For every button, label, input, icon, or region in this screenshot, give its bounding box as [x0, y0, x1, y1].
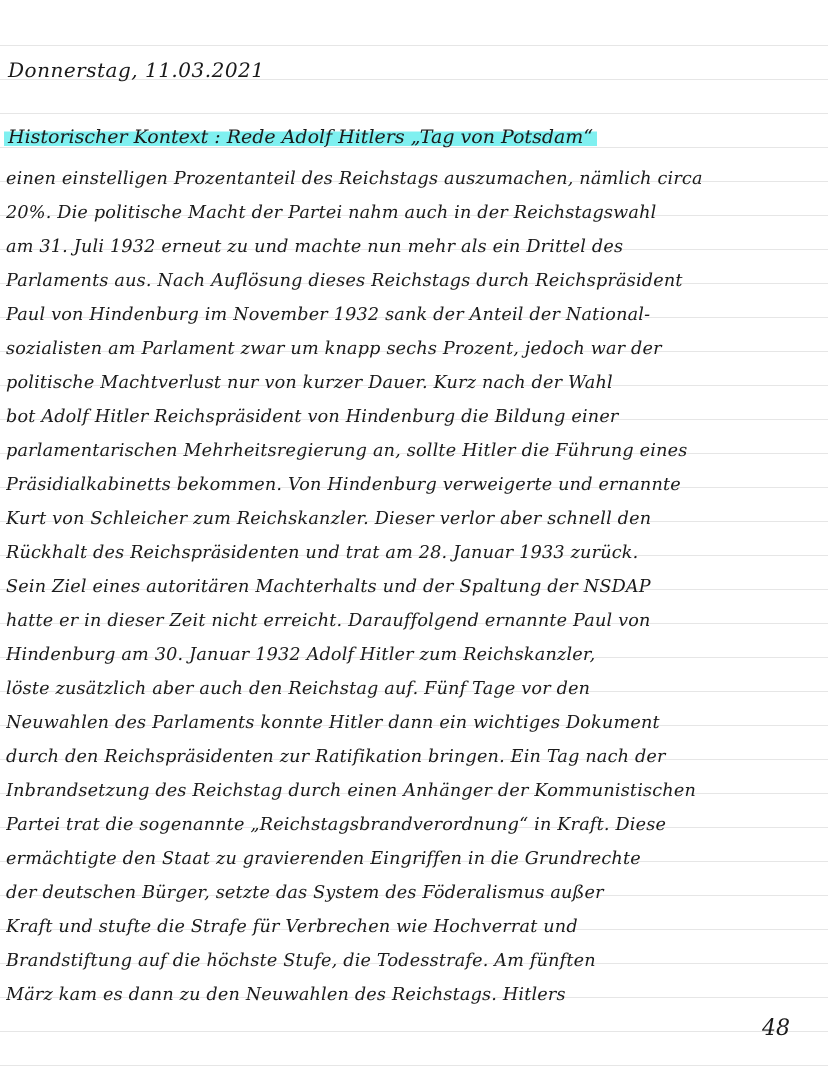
- text-line: Präsidialkabinetts bekommen. Von Hindenburg verweigerte und ernannte: [6, 475, 681, 495]
- text-line: Sein Ziel eines autoritären Machterhalts und der Spaltung der NSDAP: [6, 577, 651, 597]
- page-number: 48: [762, 1016, 790, 1041]
- text-line: ermächtigte den Staat zu gravierenden Eingriffen in die Grundrechte: [6, 849, 641, 869]
- text-line: Hindenburg am 30. Januar 1932 Adolf Hitler zum Reichskanzler,: [6, 645, 596, 665]
- text-line: sozialisten am Parlament zwar um knapp sechs Prozent, jedoch war der: [6, 339, 662, 359]
- date-line: Donnerstag, 11.03.2021: [8, 58, 265, 82]
- text-line: bot Adolf Hitler Reichspräsident von Hindenburg die Bildung einer: [6, 407, 619, 427]
- text-line: parlamentarischen Mehrheitsregierung an, sollte Hitler die Führung eines: [6, 441, 688, 461]
- text-line: Kurt von Schleicher zum Reichskanzler. Dieser verlor aber schnell den: [6, 509, 652, 529]
- text-line: durch den Reichspräsidenten zur Ratifikation bringen. Ein Tag nach der: [6, 747, 666, 767]
- handwritten-body: [6, 162, 820, 1012]
- text-line: der deutschen Bürger, setzte das System des Föderalismus außer: [6, 883, 604, 903]
- highlighted-heading: Historischer Kontext : Rede Adolf Hitlers „Tag von Potsdam“: [4, 126, 597, 148]
- text-line: Parlaments aus. Nach Auflösung dieses Reichstags durch Reichspräsident: [6, 271, 683, 291]
- text-line: löste zusätzlich aber auch den Reichstag auf. Fünf Tage vor den: [6, 679, 591, 699]
- text-line: 20%. Die politische Macht der Partei nahm auch in der Reichstagswahl: [6, 203, 657, 223]
- text-line: politische Machtverlust nur von kurzer Dauer. Kurz nach der Wahl: [6, 373, 613, 393]
- text-line: Partei trat die sogenannte „Reichstagsbrandverordnung“ in Kraft. Diese: [6, 815, 667, 835]
- text-line: Brandstiftung auf die höchste Stufe, die Todesstrafe. Am fünften: [6, 951, 596, 971]
- text-line: Neuwahlen des Parlaments konnte Hitler dann ein wichtiges Dokument: [6, 713, 660, 733]
- text-line: März kam es dann zu den Neuwahlen des Reichstags. Hitlers: [6, 985, 566, 1005]
- text-line: am 31. Juli 1932 erneut zu und machte nun mehr als ein Drittel des: [6, 237, 624, 257]
- text-line: hatte er in dieser Zeit nicht erreicht. Darauffolgend ernannte Paul von: [6, 611, 651, 631]
- text-line: Inbrandsetzung des Reichstag durch einen Anhänger der Kommunistischen: [6, 781, 696, 801]
- text-line: Rückhalt des Reichspräsidenten und trat am 28. Januar 1933 zurück.: [6, 543, 639, 563]
- text-line: Paul von Hindenburg im November 1932 sank der Anteil der National-: [6, 305, 651, 325]
- text-line: einen einstelligen Prozentanteil des Reichstags auszumachen, nämlich circa: [6, 169, 703, 189]
- text-line: Kraft und stufte die Strafe für Verbrechen wie Hochverrat und: [6, 917, 578, 937]
